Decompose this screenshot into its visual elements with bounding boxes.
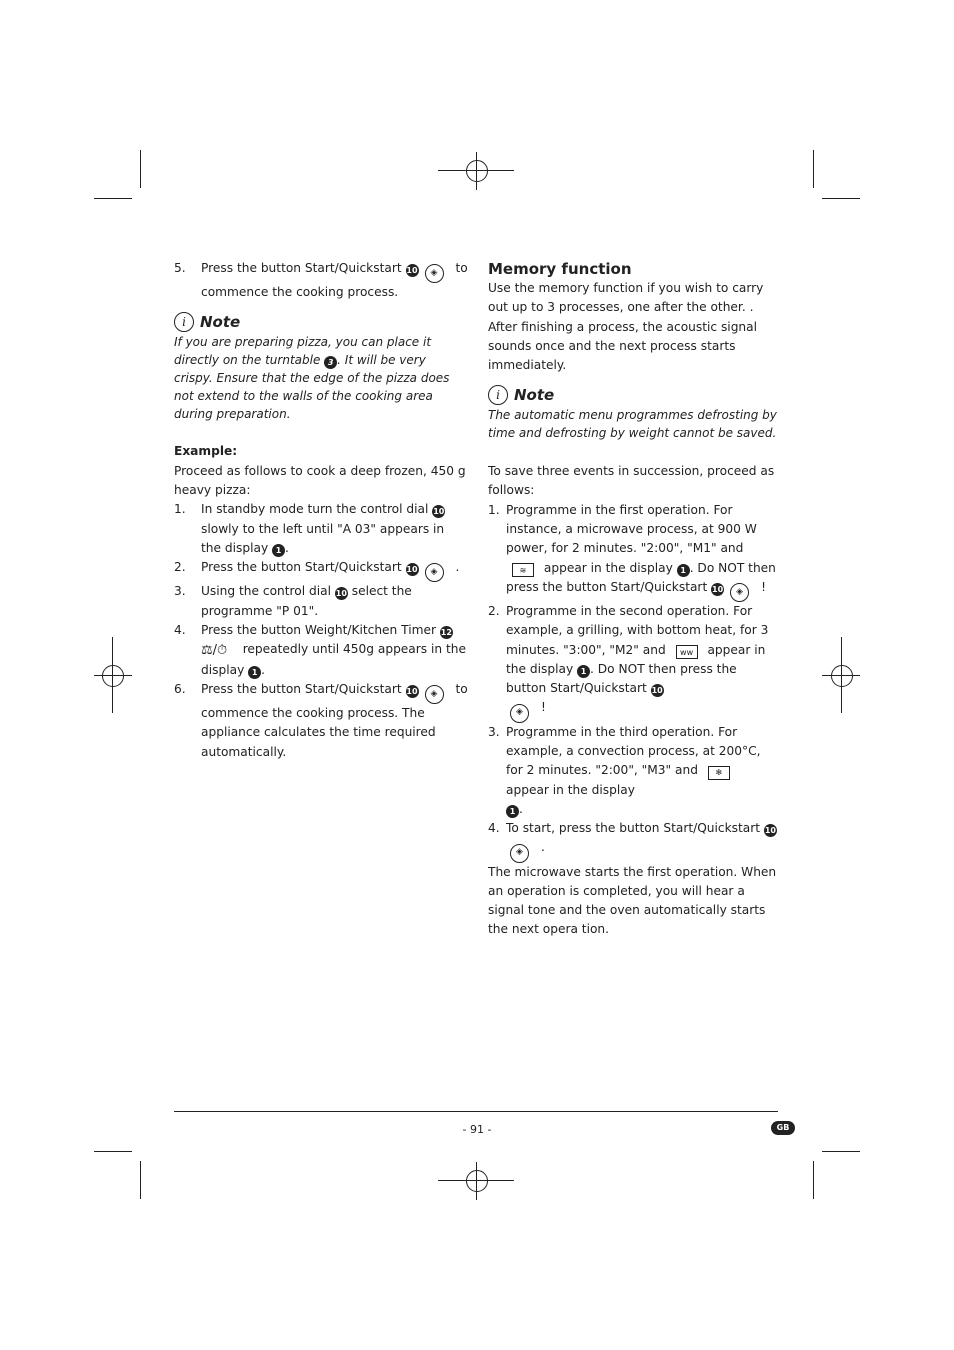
list-item: 4. To start, press the button Start/Quickstart 10 ◈ . bbox=[488, 819, 778, 862]
info-icon: i bbox=[488, 385, 508, 405]
ref-display-icon: 1 bbox=[506, 805, 519, 818]
ref-display-icon: 1 bbox=[577, 665, 590, 678]
ref-dial-icon: 10 bbox=[406, 565, 418, 575]
list-item: 2. Press the button Start/Quickstart 10 ◈ . bbox=[174, 558, 468, 582]
intro-paragraph: After finishing a process, the acoustic signal sounds once and the next process starts immediately. bbox=[488, 319, 758, 373]
list-item: 6. Press the button Start/Quickstart 10 ◈ to commence the cooking process. The appliance calculates the time required automatically. bbox=[174, 681, 468, 759]
list-item: 1. In standby mode turn the control dial 10 slowly to the left until "A 03" appears in the display 1 . bbox=[174, 502, 445, 555]
registration-mark-circle bbox=[466, 160, 488, 182]
crop-mark bbox=[813, 1161, 814, 1199]
start-quickstart-icon: ◈ bbox=[510, 704, 529, 723]
info-icon: i bbox=[174, 312, 194, 332]
ref-dial-icon: 10 bbox=[651, 686, 663, 696]
microwave-icon: ≋ bbox=[512, 563, 534, 577]
page-number: - 91 - bbox=[462, 1123, 492, 1136]
list-item: 3. Using the control dial 10 select the programme "P 01". bbox=[174, 584, 412, 618]
start-quickstart-icon: ◈ bbox=[425, 563, 444, 582]
crop-mark bbox=[94, 1151, 132, 1152]
crop-mark bbox=[140, 1161, 141, 1199]
weight-timer-icon: ⚖/⏱ bbox=[201, 643, 228, 659]
ref-dial-icon: 10 bbox=[712, 584, 724, 594]
note-text: The automatic menu programmes defrosting by time and defrosting by weight cannot be saved. bbox=[488, 408, 777, 441]
ref-turntable-icon: 3 bbox=[324, 356, 337, 369]
ref-display-icon: 1 bbox=[248, 666, 261, 679]
crop-mark bbox=[140, 150, 141, 188]
section-heading: Memory function bbox=[488, 260, 632, 278]
outro-paragraph: The microwave starts the first operation. When an operation is completed, you will hear a signal tone and the oven automatically starts the next opera tion. bbox=[488, 864, 777, 937]
footer-rule bbox=[174, 1111, 778, 1112]
registration-mark-circle bbox=[466, 1170, 488, 1192]
registration-mark-circle bbox=[831, 665, 853, 687]
left-column bbox=[174, 259, 468, 762]
ref-dial-icon: 10 bbox=[764, 826, 776, 836]
list-item: 5. Press the button Start/Quickstart 10 ◈ to commence the cooking process. bbox=[174, 261, 468, 300]
note-text: If you are preparing pizza, you can place it directly on the turntable 3 . It will be very crispy. Ensure that the edge of the pizza does not extend to the walls of the cooking area during preparation. bbox=[174, 335, 450, 421]
registration-mark-circle bbox=[102, 665, 124, 687]
start-quickstart-icon: ◈ bbox=[425, 264, 444, 283]
convection-fan-icon: ✻ bbox=[708, 766, 730, 780]
example-intro: Proceed as follows to cook a deep frozen, 450 g heavy pizza: bbox=[174, 463, 466, 498]
crop-mark bbox=[94, 198, 132, 199]
list-item: 4. Press the button Weight/Kitchen Timer 12 ⚖/⏱ repeatedly until 450g appears in the display 1 . bbox=[174, 622, 466, 677]
example-heading: Example: bbox=[174, 444, 238, 459]
start-quickstart-icon: ◈ bbox=[510, 844, 529, 863]
list-item: 3. Programme in the third operation. For example, a convection process, at 200°C, for 2 minutes. "2:00", "M3" and ✻ appear in the display 1 . bbox=[488, 724, 761, 816]
note-heading: i Note bbox=[488, 385, 778, 405]
start-quickstart-icon: ◈ bbox=[425, 685, 444, 704]
start-quickstart-icon: ◈ bbox=[730, 583, 749, 602]
crop-mark bbox=[822, 1151, 860, 1152]
intro-paragraph: Use the memory function if you wish to carry out up to 3 processes, one after the other. . bbox=[488, 281, 764, 315]
ref-timer-button-icon: 12 bbox=[440, 627, 452, 637]
ref-display-icon: 1 bbox=[272, 544, 285, 557]
save-intro: To save three events in succession, proceed as follows: bbox=[488, 464, 775, 498]
list-item: 1. Programme in the first operation. For instance, a microwave process, at 900 W power, for 2 minutes. "2:00", "M1" and ≋ appear in the display 1 . Do NOT then press the button Start/Quickstart 10 ◈ ! bbox=[488, 501, 778, 602]
right-column bbox=[488, 259, 778, 940]
crop-mark bbox=[813, 150, 814, 188]
crop-mark bbox=[822, 198, 860, 199]
grill-icon: ᴡᴡ bbox=[676, 645, 698, 659]
language-badge: GB bbox=[771, 1121, 795, 1135]
list-item: 2. Programme in the second operation. For example, a grilling, with bottom heat, for 3 minutes. "3:00", "M2" and ᴡᴡ appear in the display 1 . Do NOT then press the button Start/Quickstart 10 ◈ ! bbox=[488, 602, 778, 723]
ref-dial-icon: 10 bbox=[335, 589, 347, 599]
ref-dial-icon: 10 bbox=[406, 686, 418, 696]
ref-dial-icon: 10 bbox=[406, 266, 418, 275]
ref-display-icon: 1 bbox=[677, 564, 690, 577]
note-heading: i Note bbox=[174, 312, 468, 332]
ref-dial-icon: 10 bbox=[433, 507, 445, 517]
